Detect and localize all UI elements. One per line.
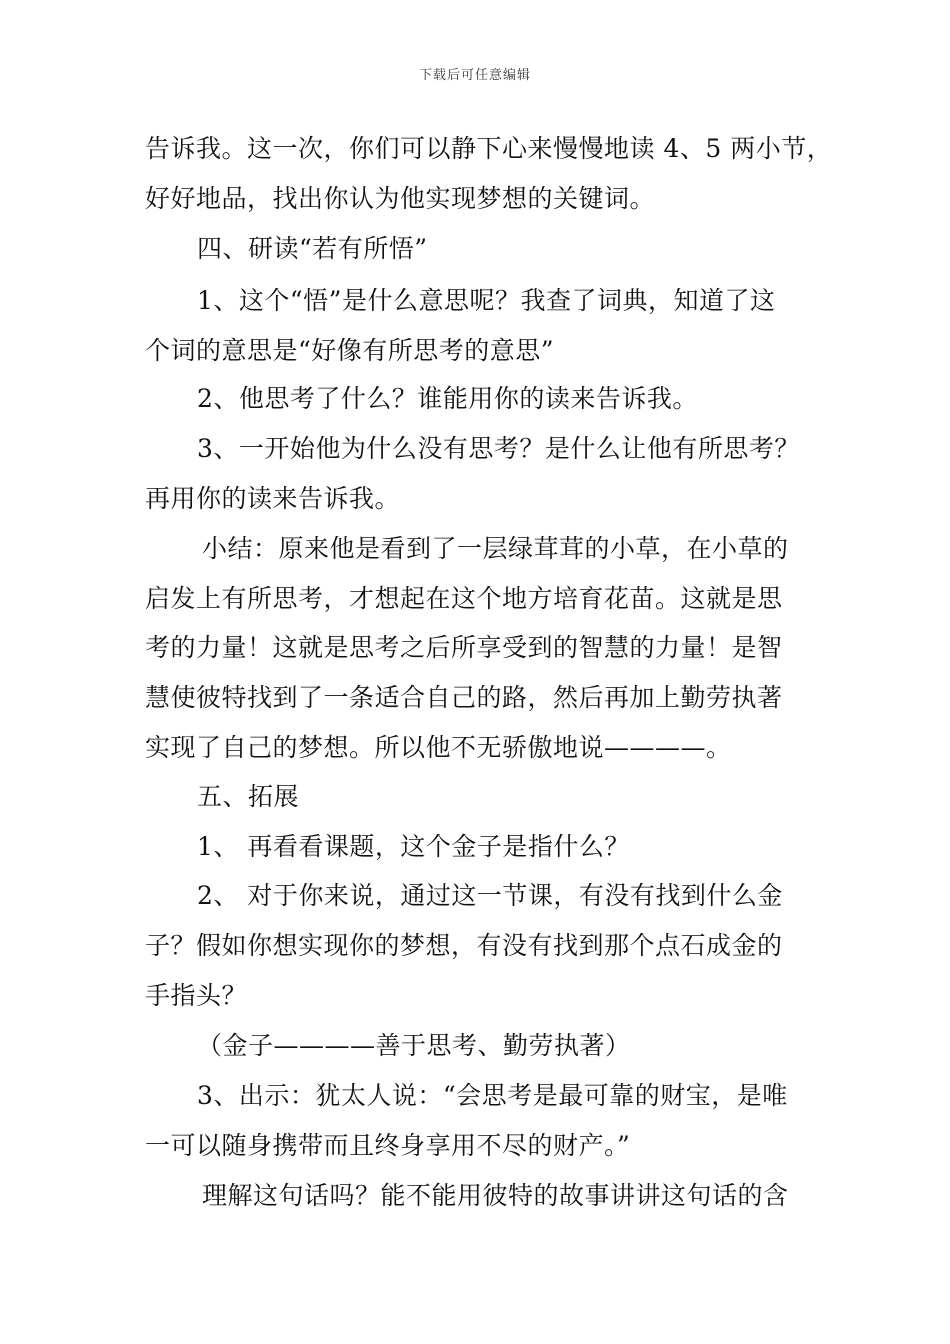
text-line: 考的力量！这就是思考之后所享受到的智慧的力量！是智 <box>145 633 783 662</box>
text-line: 理解这句话吗？能不能用彼特的故事讲讲这句话的含 <box>202 1181 789 1210</box>
text-line: 1、这个“悟”是什么意思呢？我查了词典，知道了这 <box>197 286 776 315</box>
text-line: 手指头？ <box>145 981 248 1010</box>
text-line: 启发上有所思考，才想起在这个地方培育花苗。这就是思 <box>145 584 783 613</box>
text-line: 2、 对于你来说，通过这一节课，有没有找到什么金 <box>197 881 783 910</box>
text-line: 1、 再看看课题，这个金子是指什么？ <box>197 832 630 861</box>
text-line: 3、出示：犹太人说：“会思考是最可靠的财宝，是唯 <box>197 1081 788 1110</box>
text-line: （金子————善于思考、勤劳执著） <box>197 1031 631 1060</box>
text-line: 子？假如你想实现你的梦想，有没有找到那个点石成金的 <box>145 931 783 960</box>
page-header: 下载后可任意编辑 <box>418 68 531 83</box>
text-line: 2、他思考了什么？谁能用你的读来告诉我。 <box>197 384 698 413</box>
text-line: 实现了自己的梦想。所以他不无骄傲地说————。 <box>145 733 732 762</box>
text-line: 告诉我。这一次，你们可以静下心来慢慢地读 4、5 两小节， <box>145 134 833 163</box>
text-line: 好好地品，找出你认为他实现梦想的关键词。 <box>145 184 656 213</box>
text-line: 小结：原来他是看到了一层绿茸茸的小草，在小草的 <box>202 534 789 563</box>
text-line: 再用你的读来告诉我。 <box>145 484 401 513</box>
text-line: 四、研读“若有所悟” <box>197 234 428 263</box>
text-line: 3、一开始他为什么没有思考？是什么让他有所思考？ <box>197 434 800 463</box>
text-line: 五、拓展 <box>197 782 300 811</box>
text-line: 个词的意思是“好像有所思考的意思” <box>145 336 555 365</box>
text-line: 慧使彼特找到了一条适合自己的路，然后再加上勤劳执著 <box>145 683 783 712</box>
text-line: 一可以随身携带而且终身享用不尽的财产。” <box>145 1131 631 1160</box>
